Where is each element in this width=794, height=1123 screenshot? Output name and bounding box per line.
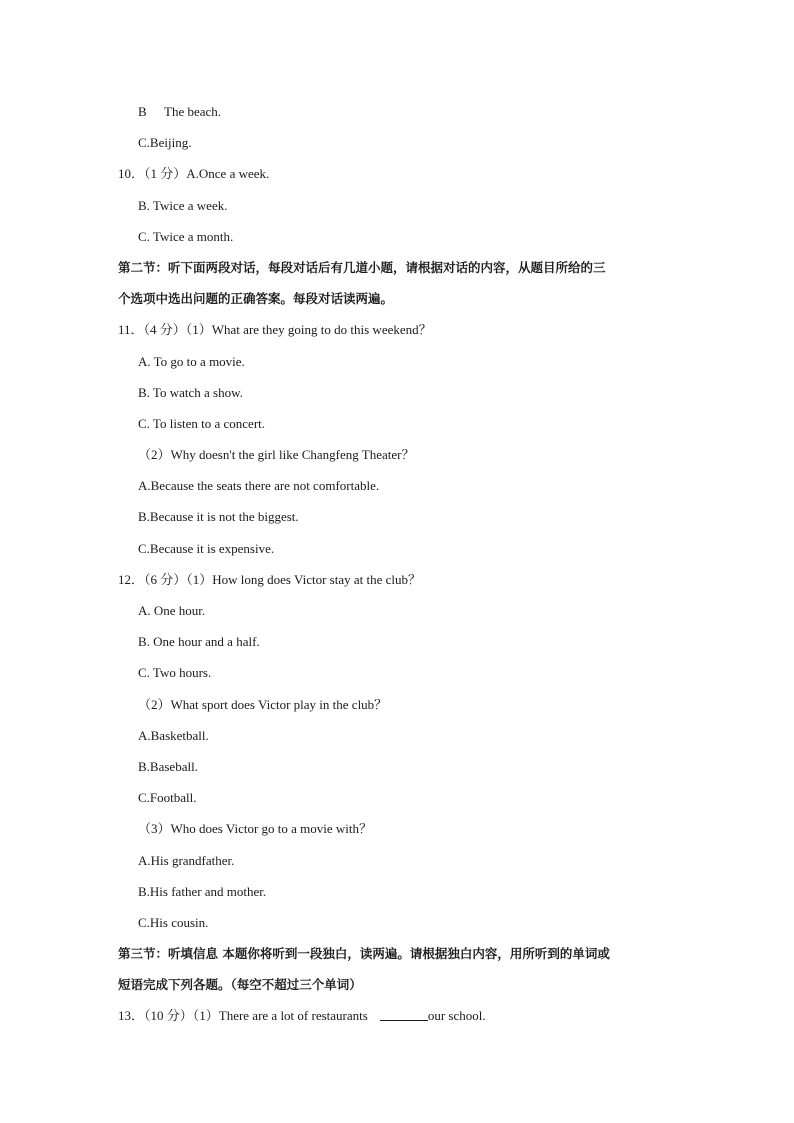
q12-p2-option-a: A.Basketball.	[138, 727, 209, 743]
q12-p1-option-b: B. One hour and a half.	[138, 634, 260, 650]
q11-stem: 11．（4 分）（1）What are they going to do this weekend？	[118, 322, 432, 338]
q13-stem-text: 13．（10 分）（1）There are a lot of restaurants	[118, 1008, 368, 1024]
q12-p3-option-b: B.His father and mother.	[138, 883, 267, 899]
section3-heading-line1: 第三节：听填信息 本题你将听到一段独白，读两遍。请根据独白内容，用所听到的单词或	[118, 946, 610, 962]
q11-p1-option-c: C. To listen to a concert.	[138, 415, 266, 431]
q12-p1-option-c: C. Two hours.	[138, 665, 212, 681]
section2-heading-line2: 个选项中选出问题的正确答案。每段对话读两遍。	[118, 291, 394, 307]
q11-p1-option-a: A. To go to a movie.	[138, 353, 245, 369]
q11-p2-option-b: B.Because it is not the biggest.	[138, 509, 299, 525]
q11-p1-option-b: B. To watch a show.	[138, 384, 243, 400]
q9-option-b-text: The beach.	[164, 104, 222, 119]
q10-stem: 10．（1 分）A.Once a week.	[118, 166, 270, 182]
exam-page	[0, 96, 794, 1032]
q12-stem: 12．（6 分）（1）How long does Victor stay at the club？	[118, 571, 421, 587]
q12-p3-option-c: C.His cousin.	[138, 914, 209, 930]
q9-option-b-letter: B	[138, 104, 147, 119]
section2-heading-line1: 第二节：听下面两段对话，每段对话后有几道小题，请根据对话的内容，从题目所给的三	[118, 259, 606, 275]
q12-p3-stem: （3）Who does Victor go to a movie with？	[138, 821, 373, 837]
q9-option-c: C.Beijing.	[138, 135, 192, 151]
q10-option-c: C. Twice a month.	[138, 228, 234, 244]
section3-heading-line2: 短语完成下列各题。（每空不超过三个单词）	[118, 977, 362, 993]
q13-after-blank: our school.	[427, 1008, 486, 1024]
q12-p3-option-a: A.His grandfather.	[138, 852, 235, 868]
q12-p2-option-c: C.Football.	[138, 790, 197, 806]
q10-option-b: B. Twice a week.	[138, 197, 228, 213]
q9-option-b	[0, 96, 794, 127]
q11-p2-stem: （2）Why doesn't the girl like Changfeng Theater？	[138, 447, 415, 463]
q13-stem	[0, 1000, 794, 1031]
q13-answer-blank	[380, 1006, 428, 1021]
q11-p2-option-a: A.Because the seats there are not comfortable.	[138, 478, 380, 494]
q11-p2-option-c: C.Because it is expensive.	[138, 540, 275, 556]
q12-p1-option-a: A. One hour.	[138, 603, 206, 618]
q12-p2-option-b: B.Baseball.	[138, 758, 198, 774]
q12-p2-stem: （2）What sport does Victor play in the club？	[138, 696, 388, 712]
